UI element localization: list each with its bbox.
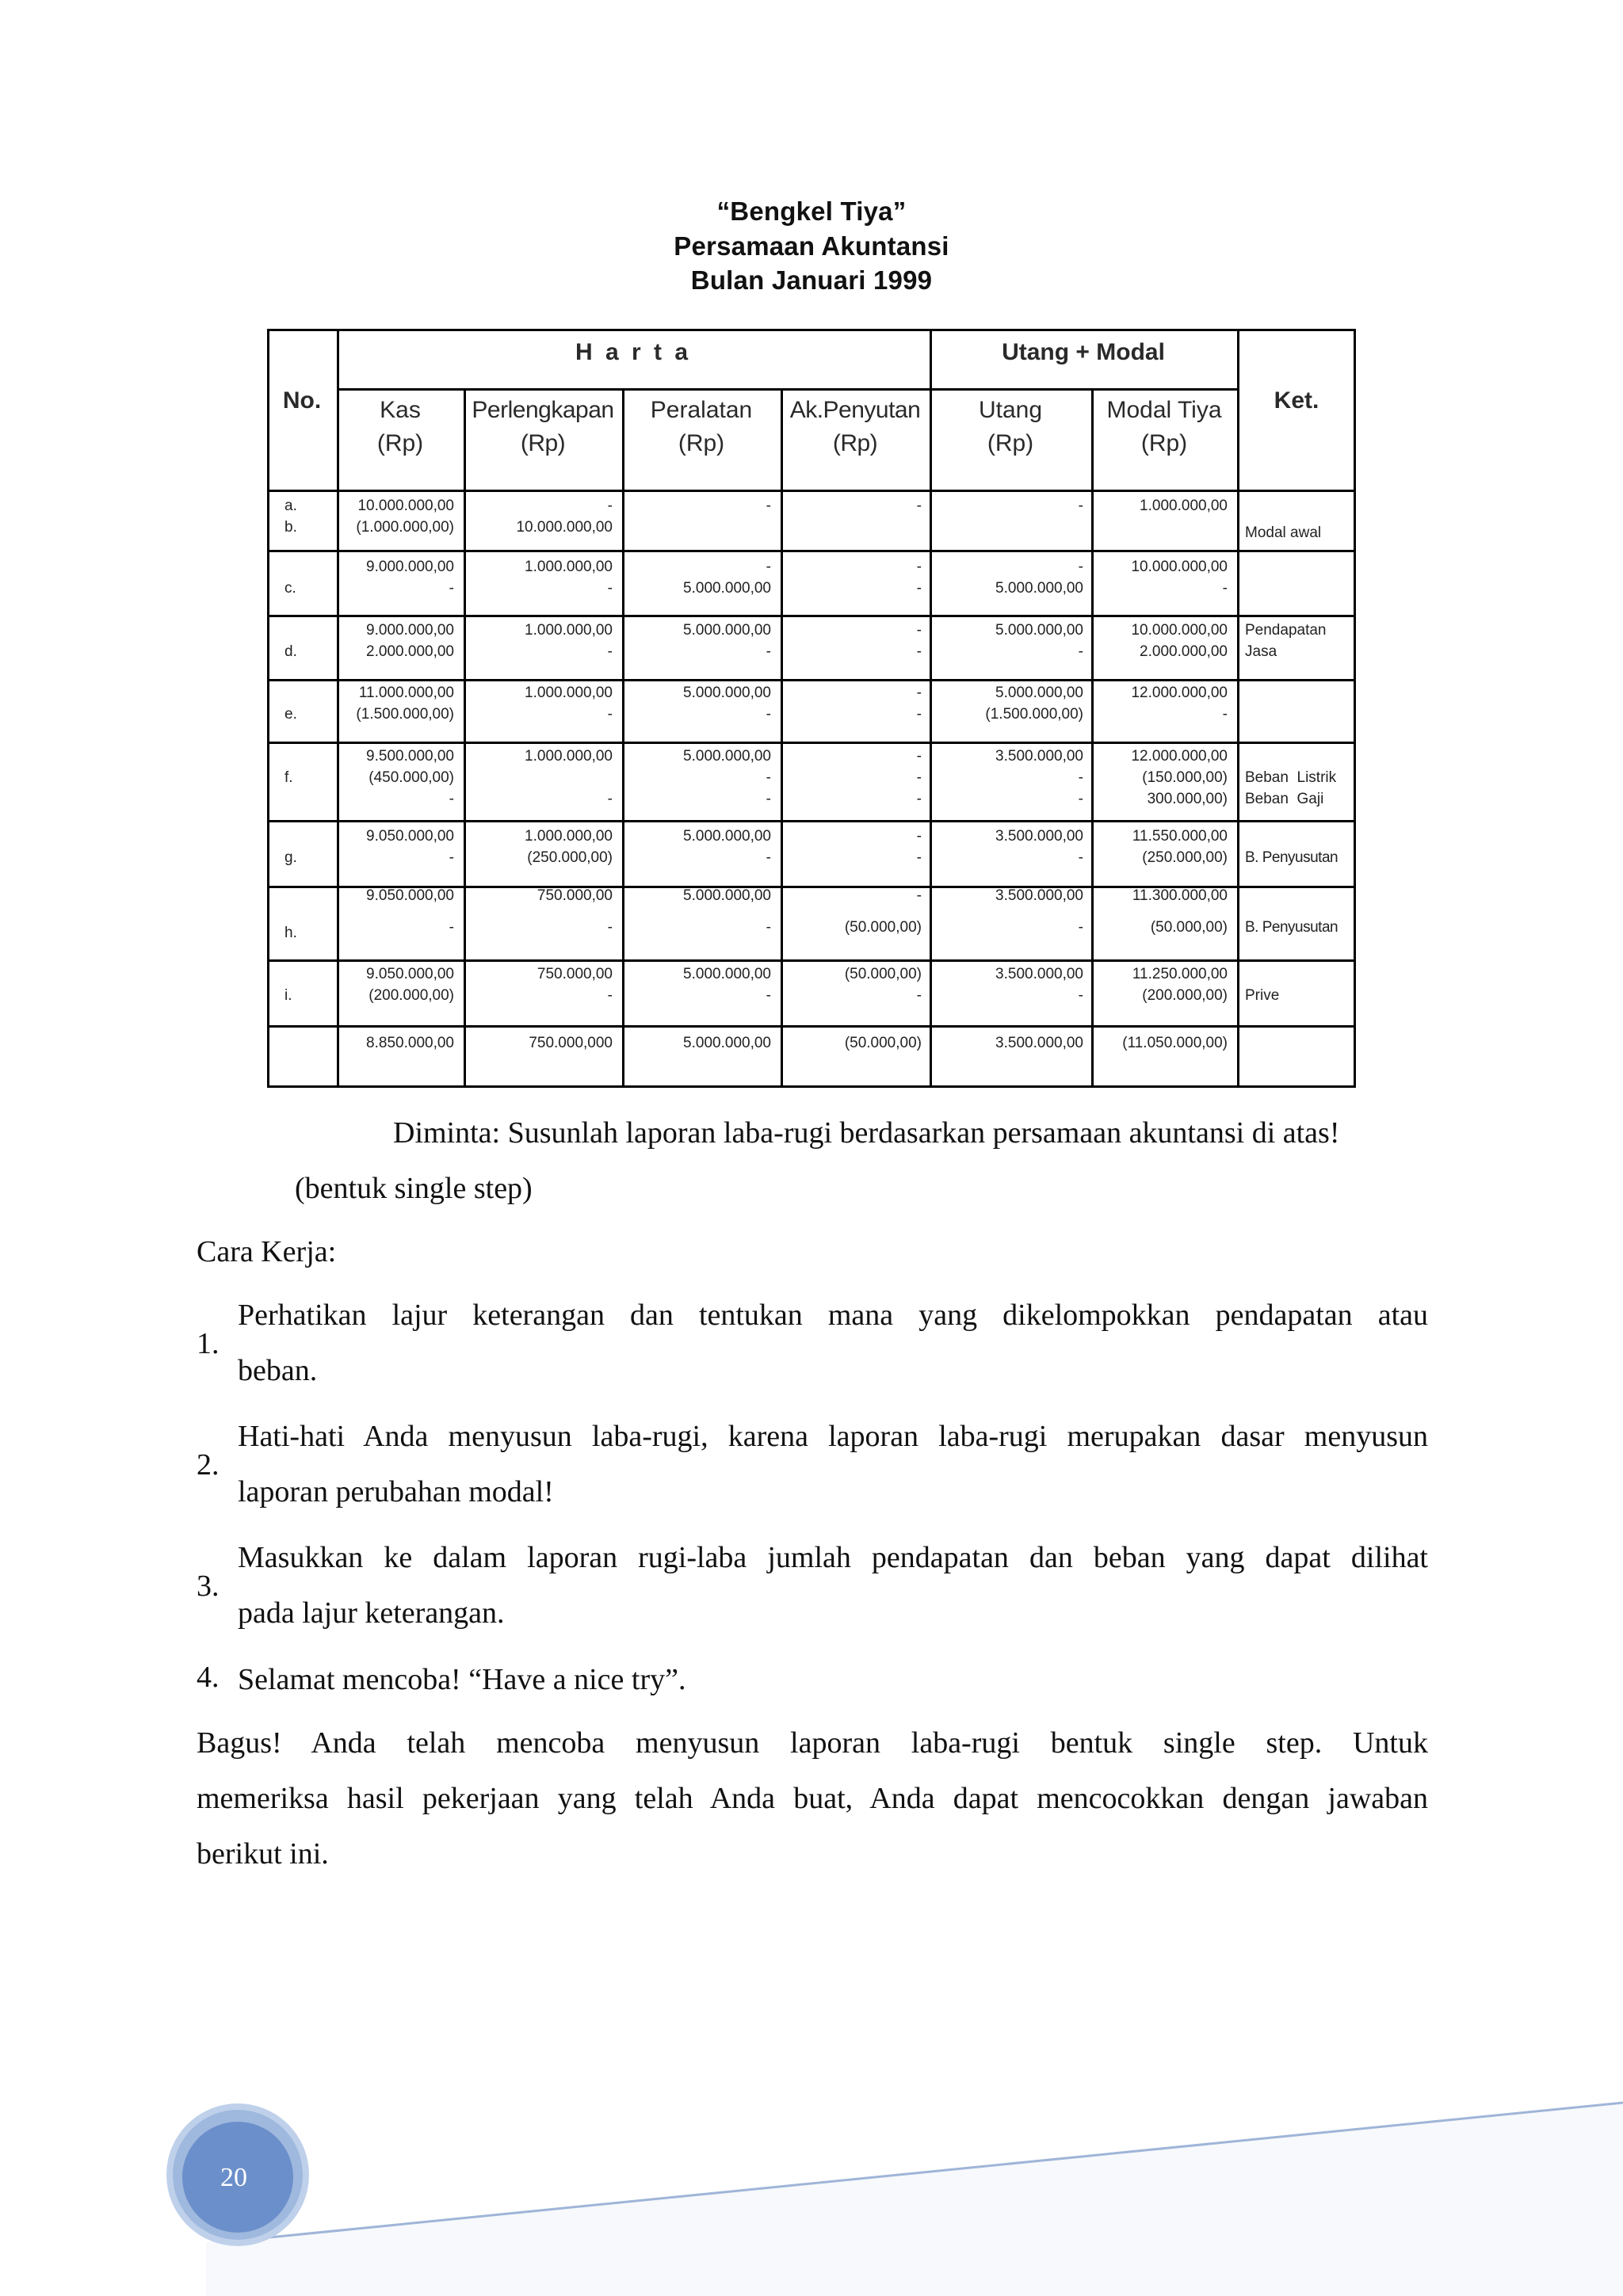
header-ket: Ket. xyxy=(1274,387,1319,414)
table-cell: 5.000.000,00 - xyxy=(683,685,771,723)
table-cell: 1.000.000,00 - xyxy=(525,559,613,597)
table-cell: 9.050.000,00 (200.000,00) xyxy=(366,966,454,1004)
table-cell: 10.000.000,00 (1.000.000,00) xyxy=(356,498,454,536)
table-cell: 5.000.000,00 - xyxy=(683,966,771,1004)
column-header-ak-penyutan xyxy=(781,394,930,460)
header-no: No. xyxy=(282,387,322,414)
table-cell: 12.000.000,00 - xyxy=(1131,685,1228,723)
table-cell: 1.000.000,00 xyxy=(1140,498,1228,514)
table-cell: 1.000.000,00 - xyxy=(525,685,613,723)
task-instruction: Diminta: Susunlah laporan laba-rugi berdasarkan persamaan akuntansi di atas! xyxy=(393,1116,1340,1150)
table-cell: (50.000,00) xyxy=(844,1035,922,1051)
table-title-line-2: Persamaan Akuntansi xyxy=(674,231,949,261)
table-cell: 11.250.000,00 (200.000,00) xyxy=(1132,966,1228,1004)
column-line xyxy=(464,388,466,1088)
table-cell: - - xyxy=(916,828,922,866)
table-cell: 9.000.000,00 2.000.000,00 xyxy=(366,622,454,660)
list-item-number: 3. xyxy=(197,1569,220,1603)
table-cell: (50.000,00) - xyxy=(844,966,922,1004)
table-subheader-line xyxy=(337,388,1237,391)
row-line xyxy=(267,820,1356,822)
list-item-text: Perhatikan lajur keterangan dan tentukan mana yang dikelompokkan pendapatan atau xyxy=(238,1299,1428,1332)
table-cell: - xyxy=(916,498,922,514)
table-row-note: B. Penyusutan xyxy=(1245,919,1338,936)
closing-paragraph-line: memeriksa hasil pekerjaan yang telah Anda buat, Anda dapat mencocokkan dengan jawaban xyxy=(197,1782,1428,1815)
column-header-name: Peralatan xyxy=(650,397,753,423)
table-cell: - xyxy=(766,498,771,514)
table-cell: 3.500.000,00 - xyxy=(995,887,1083,936)
table-cell: 5.000.000,00 - - xyxy=(683,748,771,807)
column-header-unit: (Rp) xyxy=(987,430,1034,456)
table-cell: 5.000.000,00 - xyxy=(683,622,771,660)
column-line xyxy=(781,388,783,1088)
section-heading-cara-kerja: Cara Kerja: xyxy=(197,1235,337,1268)
column-header-kas xyxy=(337,394,464,460)
column-header-modal-tiya xyxy=(1091,394,1237,460)
page-number: 20 xyxy=(220,2163,247,2192)
row-line xyxy=(267,959,1356,962)
table-cell: (11.050.000,00) xyxy=(1122,1035,1228,1051)
table-row-label: d. xyxy=(285,643,297,660)
table-row-label: f. xyxy=(285,769,293,786)
table-border-right xyxy=(1354,329,1356,1088)
header-utang-modal: Utang + Modal xyxy=(1002,339,1165,365)
table-cell: - - xyxy=(916,685,922,723)
table-row-label: c. xyxy=(285,580,296,597)
column-header-unit: (Rp) xyxy=(678,430,725,456)
table-row-note: Pendapatan Jasa xyxy=(1245,622,1327,660)
list-item-text: Masukkan ke dalam laporan rugi-laba jumlah pendapatan dan beban yang dapat dilihat xyxy=(238,1541,1428,1574)
column-header-utang xyxy=(930,394,1091,460)
table-cell: 3.500.000,00 - xyxy=(995,828,1083,866)
row-line xyxy=(267,742,1356,744)
table-cell: 8.850.000,00 xyxy=(366,1035,454,1051)
table-cell: 9.500.000,00 (450.000,00) - xyxy=(366,748,454,807)
list-item-number: 2. xyxy=(197,1448,220,1482)
table-cell: 3.500.000,00 xyxy=(995,1035,1083,1051)
table-cell: 1.000.000,00 - xyxy=(525,748,613,807)
column-header-unit: (Rp) xyxy=(1140,430,1188,456)
table-cell: 12.000.000,00 (150.000,00) 300.000,00) xyxy=(1131,748,1228,807)
column-header-peralatan xyxy=(622,394,781,460)
closing-paragraph-line: berikut ini. xyxy=(197,1837,329,1871)
task-form-note: (bentuk single step) xyxy=(295,1172,533,1205)
table-row-note: Beban Listrik Beban Gaji xyxy=(1245,769,1337,807)
column-header-name: Perlengkapan xyxy=(472,397,614,423)
list-item-number: 1. xyxy=(197,1327,220,1360)
table-cell: 1.000.000,00 - xyxy=(525,622,613,660)
table-cell: 3.500.000,00 - xyxy=(995,966,1083,1004)
column-line xyxy=(1091,388,1094,1088)
table-cell: 3.500.000,00 - - xyxy=(995,748,1083,807)
table-cell: 9.000.000,00 - xyxy=(366,559,454,597)
table-cell: 9.050.000,00 - xyxy=(366,828,454,866)
table-cell: - - xyxy=(916,622,922,660)
column-header-name: Modal Tiya xyxy=(1106,397,1222,423)
table-cell: 5.000.000,00 - xyxy=(683,828,771,866)
table-cell: 10.000.000,00 - xyxy=(1131,559,1228,597)
table-cell: - 5.000.000,00 xyxy=(995,559,1083,597)
table-title-line-3: Bulan Januari 1999 xyxy=(690,265,933,295)
table-cell: 750.000,00 - xyxy=(537,966,613,1004)
table-row-label: a. b. xyxy=(285,498,297,536)
table-cell: 10.000.000,00 2.000.000,00 xyxy=(1131,622,1228,660)
table-cell: 1.000.000,00 (250.000,00) xyxy=(525,828,613,866)
list-item-text: laporan perubahan modal! xyxy=(238,1475,554,1508)
table-cell: 5.000.000,00 (1.500.000,00) xyxy=(985,685,1083,723)
column-line xyxy=(622,388,624,1088)
list-item-number: 4. xyxy=(197,1661,220,1694)
list-item-text: Selamat mencoba! “Have a nice try”. xyxy=(238,1663,686,1696)
table-cell: - xyxy=(1078,498,1083,514)
row-line xyxy=(267,1025,1356,1028)
accounting-equation-table xyxy=(267,329,1356,1088)
row-line xyxy=(267,615,1356,617)
table-row-note: Prive xyxy=(1245,987,1280,1004)
table-border-left xyxy=(267,329,269,1088)
column-header-unit: (Rp) xyxy=(376,430,424,456)
list-item-text: pada lajur keterangan. xyxy=(238,1596,505,1630)
list-item-text: beban. xyxy=(238,1354,318,1387)
column-header-name: Kas xyxy=(380,397,421,423)
column-header-name: Utang xyxy=(978,397,1043,423)
table-row-note: B. Penyusutan xyxy=(1245,849,1338,866)
column-header-unit: (Rp) xyxy=(520,430,566,456)
table-cell: - (50.000,00) xyxy=(844,887,922,936)
table-cell: 5.000.000,00 - xyxy=(995,622,1083,660)
table-title-line-1: “Bengkel Tiya” xyxy=(716,196,907,226)
table-header-bottom-line xyxy=(267,490,1356,492)
table-row-label: h. xyxy=(285,925,297,941)
column-header-perlengkapan xyxy=(464,394,622,460)
table-cell: - - xyxy=(916,559,922,597)
table-cell: 11.300.000,00 (50.000,00) xyxy=(1132,887,1228,936)
table-cell: - 10.000.000,00 xyxy=(516,498,613,536)
column-header-name: Ak.Penyutan xyxy=(789,397,921,423)
table-cell: 5.000.000,00 - xyxy=(683,887,771,936)
row-line xyxy=(267,550,1356,552)
table-cell: 11.550.000,00 (250.000,00) xyxy=(1132,828,1228,866)
table-cell: 750.000,000 xyxy=(529,1035,613,1051)
table-cell: 11.000.000,00 (1.500.000,00) xyxy=(356,685,454,723)
list-item-text: Hati-hati Anda menyusun laba-rugi, karena laporan laba-rugi merupakan dasar menyusun xyxy=(238,1420,1428,1453)
closing-paragraph-line: Bagus! Anda telah mencoba menyusun laporan laba-rugi bentuk single step. Untuk xyxy=(197,1726,1428,1760)
table-cell: 5.000.000,00 xyxy=(683,1035,771,1051)
row-line xyxy=(267,679,1356,681)
header-harta: H a r t a xyxy=(575,339,692,365)
table-row-label: e. xyxy=(285,706,297,723)
column-line xyxy=(1237,329,1239,1088)
table-cell: - 5.000.000,00 xyxy=(683,559,771,597)
table-border-bottom xyxy=(267,1085,1356,1088)
table-row-label: g. xyxy=(285,849,297,866)
column-header-unit: (Rp) xyxy=(832,430,878,456)
table-cell: 750.000,00 - xyxy=(537,887,613,936)
table-row-note: Modal awal xyxy=(1245,524,1322,541)
table-row-label: i. xyxy=(285,987,292,1004)
table-cell: - - - xyxy=(916,748,922,807)
table-cell: 9.050.000,00 - xyxy=(366,887,454,936)
